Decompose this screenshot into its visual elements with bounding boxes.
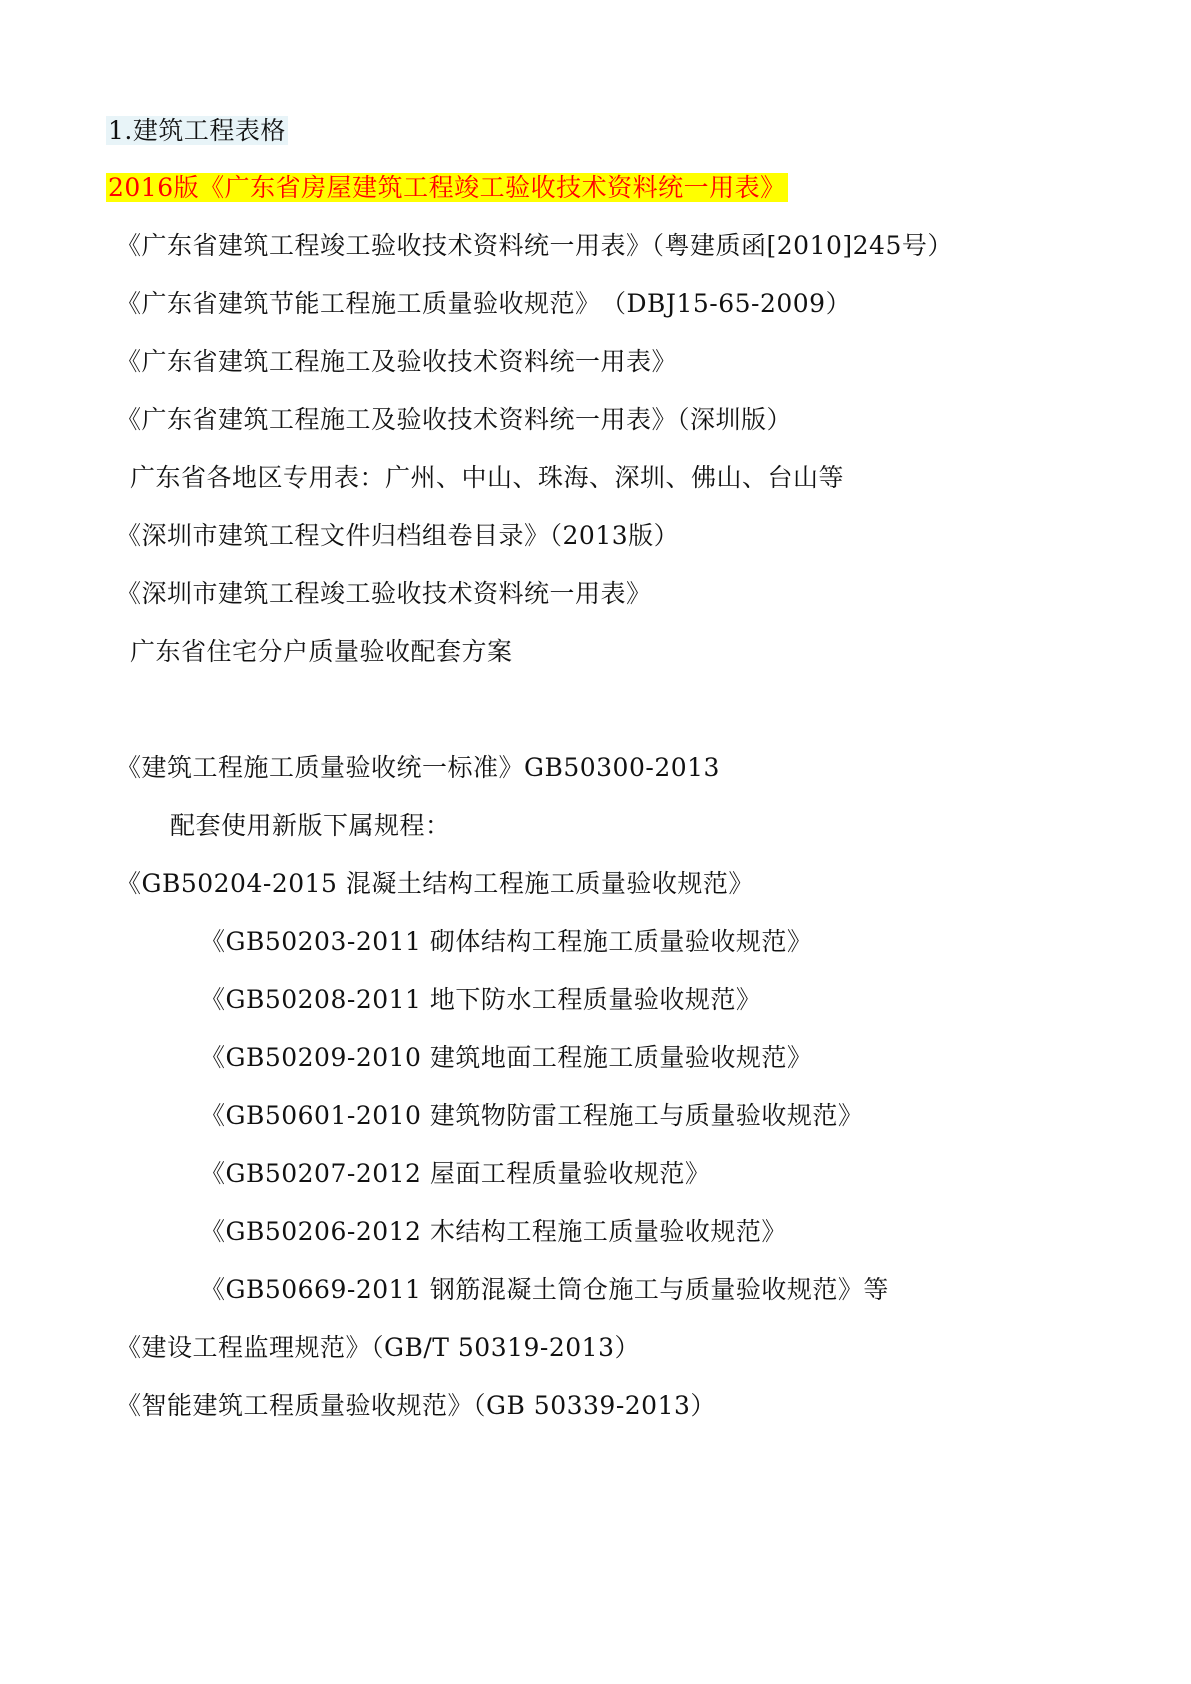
section-heading: [106, 114, 288, 148]
highlighted-title-text: 2016版《广东省房屋建筑工程竣工验收技术资料统一用表》: [108, 173, 786, 202]
list-item: 《GB50206-2012 木结构工程施工质量验收规范》: [200, 1217, 787, 1246]
list-item: 《GB50207-2012 屋面工程质量验收规范》: [200, 1159, 711, 1188]
standard-title: 《建筑工程施工质量验收统一标准》GB50300-2013: [116, 753, 720, 782]
list-item: 《广东省建筑工程竣工验收技术资料统一用表》（粤建质函[2010]245号）: [116, 231, 953, 260]
list-item: 《GB50208-2011 地下防水工程质量验收规范》: [200, 985, 762, 1014]
list-item: 《GB50204-2015 混凝土结构工程施工质量验收规范》: [116, 869, 754, 898]
list-item: 《GB50601-2010 建筑物防雷工程施工与质量验收规范》: [200, 1101, 864, 1130]
highlighted-title: [106, 171, 788, 205]
list-item: 广东省住宅分户质量验收配套方案: [130, 637, 513, 666]
list-item: 《深圳市建筑工程文件归档组卷目录》（2013版）: [116, 521, 680, 550]
sub-heading: 配套使用新版下属规程：: [170, 811, 451, 840]
list-item: 《广东省建筑工程施工及验收技术资料统一用表》: [116, 347, 678, 376]
list-item: 《深圳市建筑工程竣工验收技术资料统一用表》: [116, 579, 652, 608]
list-item: 《建设工程监理规范》（GB/T 50319-2013）: [116, 1333, 640, 1362]
section-heading-text: 1.建筑工程表格: [108, 116, 286, 145]
list-item: 《GB50669-2011 钢筋混凝土筒仓施工与质量验收规范》等: [200, 1275, 889, 1304]
list-item: 《智能建筑工程质量验收规范》（GB 50339-2013）: [116, 1391, 716, 1420]
list-item: 广东省各地区专用表：广州、中山、珠海、深圳、佛山、台山等: [130, 463, 845, 492]
list-item: 《GB50203-2011 砌体结构工程施工质量验收规范》: [200, 927, 813, 956]
list-item: 《广东省建筑工程施工及验收技术资料统一用表》（深圳版）: [116, 405, 793, 434]
list-item: 《广东省建筑节能工程施工质量验收规范》 （DBJ15-65-2009）: [116, 289, 852, 318]
list-item: 《GB50209-2010 建筑地面工程施工质量验收规范》: [200, 1043, 813, 1072]
